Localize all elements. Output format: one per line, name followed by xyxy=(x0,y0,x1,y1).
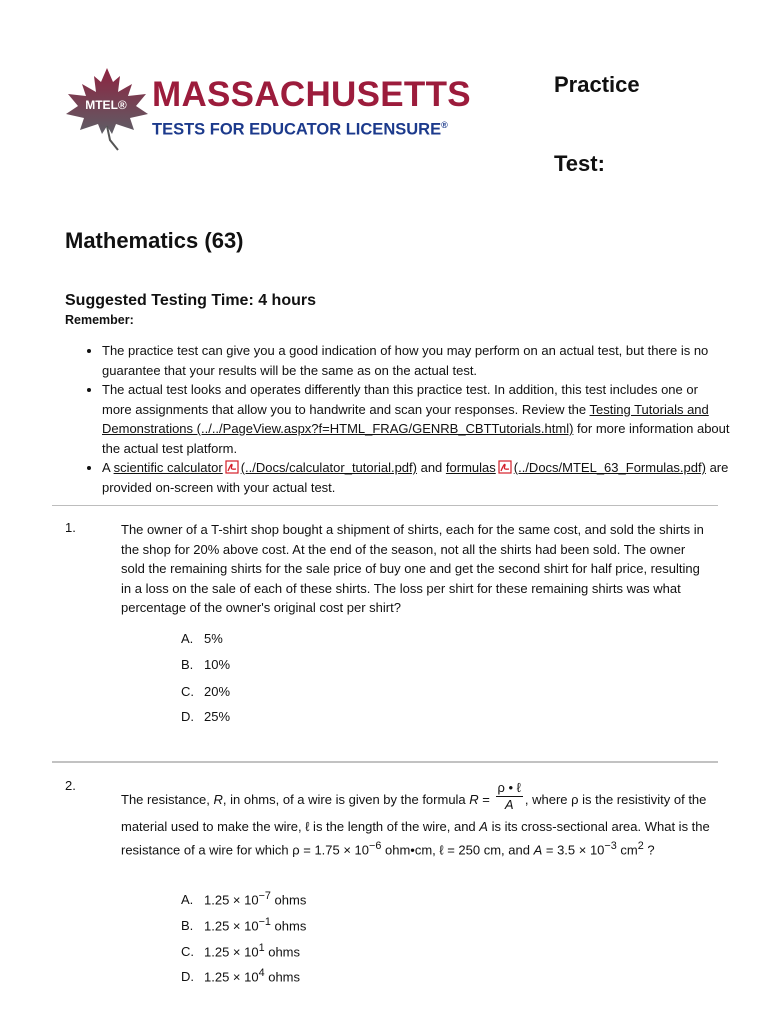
question-1-option-a[interactable] xyxy=(181,631,223,646)
q2-var-r: R xyxy=(213,791,223,807)
option-text: 20% xyxy=(204,684,231,699)
option-base: 1.25 × 10 xyxy=(204,944,259,960)
formulas-link[interactable] xyxy=(446,460,706,475)
q2-var-r: R xyxy=(469,791,479,807)
option-letter: B. xyxy=(181,657,194,672)
question-1-text: The owner of a T-shirt shop bought a shipment of shirts, each for the same cost, and sold the shirts in the shop for 20% above cost. At the end of the season, not all the shirts had been sold. The owner sold the remaining shirts for the sale price of buy one and get the second shirt for half price, resulting in a loss on the sale of each of these shirts. The loss per shirt for these remaining shirts was what percentage of the owner's original cost per shirt? xyxy=(121,522,704,615)
option-letter: D. xyxy=(181,969,194,985)
option-exponent: 4 xyxy=(258,967,265,979)
logo-subtitle-text: TESTS FOR EDUCATOR LICENSURE xyxy=(152,120,442,139)
q2-text-part: , where ρ is the resistivity of the material used to make the wire, ℓ is the length of the wire, and xyxy=(121,791,707,834)
question-1-number: 1. xyxy=(65,520,76,535)
formulas-link-label: formulas xyxy=(445,460,496,475)
question-2-option-a[interactable] xyxy=(181,890,306,907)
divider xyxy=(52,505,718,506)
option-unit: ohms xyxy=(270,892,307,908)
option-letter: A. xyxy=(181,892,194,908)
page-title: Mathematics (63) xyxy=(65,228,244,253)
bullet-text: for more information about the actual test platform. xyxy=(102,421,730,456)
calculator-link-path: (../Docs/calculator_tutorial.pdf) xyxy=(240,460,417,475)
remember-label: Remember: xyxy=(65,313,134,327)
q2-exponent: 2 xyxy=(637,839,644,852)
mtel-logo xyxy=(60,64,500,154)
q2-text-part: The resistance, xyxy=(121,791,214,807)
testing-time-heading: Suggested Testing Time: 4 hours xyxy=(65,292,316,309)
logo-wordmark xyxy=(152,75,471,141)
option-exponent: −7 xyxy=(258,890,271,902)
question-1-option-d[interactable] xyxy=(181,709,230,724)
logo-registered: ® xyxy=(441,120,448,130)
option-exponent: 1 xyxy=(258,942,265,954)
testing-tutorials-link[interactable]: Testing Tutorials and Demonstrations (../../PageView.aspx?f=HTML_FRAG/GENRB_CBTTutorials.html) xyxy=(102,401,709,436)
question-2-number: 2. xyxy=(65,778,76,793)
option-letter: B. xyxy=(181,918,194,934)
q2-var-a: A xyxy=(533,841,543,857)
list-item xyxy=(102,380,730,458)
option-text: 5% xyxy=(204,631,223,646)
calculator-link-label: scientific calculator xyxy=(113,460,223,475)
q2-text-part: , in ohms, of a wire is given by the formula xyxy=(222,791,470,807)
option-base: 1.25 × 10 xyxy=(204,892,259,908)
q2-exponent: −3 xyxy=(604,839,617,852)
option-unit: ohms xyxy=(264,944,301,960)
q2-var-a: A xyxy=(479,819,488,834)
bullet-text: A xyxy=(102,460,114,475)
pdf-icon xyxy=(225,460,239,474)
fraction-denominator: A xyxy=(504,797,514,812)
test-label: Test: xyxy=(554,151,605,176)
divider xyxy=(52,761,718,763)
q2-text-part: = xyxy=(478,791,494,807)
option-unit: ohms xyxy=(264,969,301,985)
logo-subtitle xyxy=(152,114,471,141)
question-2-option-c[interactable] xyxy=(181,942,300,959)
list-item xyxy=(102,341,730,380)
fraction-numerator: ρ • ℓ xyxy=(497,780,521,795)
option-letter: A. xyxy=(181,631,194,646)
bullet-text: The practice test can give you a good indication of how you may perform on an actual test, but there is no guarantee that your results will be the same as on the actual test. xyxy=(102,343,709,378)
question-2-text xyxy=(121,780,711,859)
question-2-option-d[interactable] xyxy=(181,967,300,984)
question-2-option-b[interactable] xyxy=(181,916,306,933)
option-text: 25% xyxy=(204,709,231,724)
question-1-option-c[interactable] xyxy=(181,684,230,699)
option-letter: C. xyxy=(181,944,194,960)
list-item xyxy=(102,458,730,497)
q2-text-part: cm xyxy=(616,841,638,857)
question-1-option-b[interactable] xyxy=(181,657,230,672)
bullet-text: are provided on-screen with your actual test. xyxy=(102,460,729,495)
option-text: 10% xyxy=(204,657,231,672)
logo-badge: MTEL® xyxy=(85,98,127,112)
option-base: 1.25 × 10 xyxy=(204,918,259,934)
q2-text-part: = 3.5 × 10 xyxy=(542,841,605,857)
option-unit: ohms xyxy=(270,918,307,934)
q2-exponent: −6 xyxy=(369,839,382,852)
remember-list xyxy=(85,341,730,497)
q2-text-part: ? xyxy=(643,841,655,857)
maple-leaf-icon xyxy=(60,64,154,152)
bullet-text: and xyxy=(416,460,446,475)
bullet-text: The actual test looks and operates differently than this practice test. In addition, this test includes one or more assignments that allow you to handwrite and scan your responses. Review the xyxy=(102,382,698,417)
q2-text-part: ohm•cm, ℓ = 250 cm, and xyxy=(381,841,534,857)
option-base: 1.25 × 10 xyxy=(204,969,259,985)
pdf-icon xyxy=(498,460,512,474)
option-letter: D. xyxy=(181,709,194,724)
option-letter: C. xyxy=(181,684,194,699)
resistance-formula-fraction xyxy=(496,780,523,813)
option-exponent: −1 xyxy=(258,916,271,928)
formulas-link-path: (../Docs/MTEL_63_Formulas.pdf) xyxy=(513,460,706,475)
practice-label: Practice xyxy=(554,72,640,97)
logo-title: MASSACHUSETTS xyxy=(152,75,471,114)
scientific-calculator-link[interactable] xyxy=(114,460,417,475)
q2-text-part: is its cross-sectional area. What is the resistance of a wire for which ρ = 1.75 × 10 xyxy=(121,819,710,857)
